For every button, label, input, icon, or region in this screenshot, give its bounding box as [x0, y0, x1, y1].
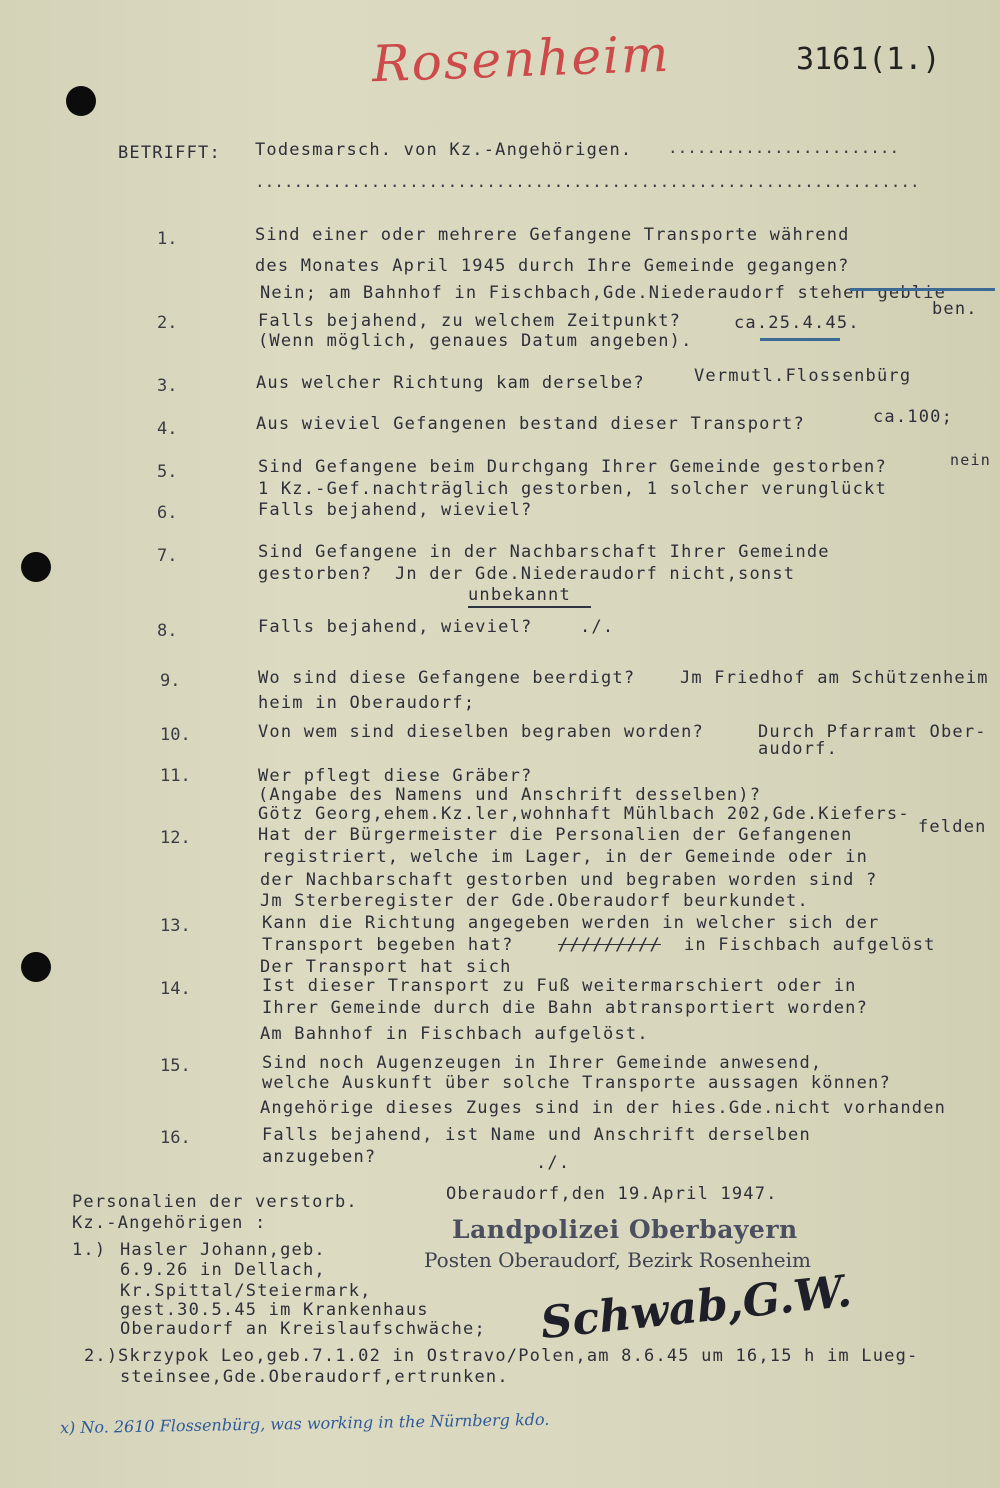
question-text: Kann die Richtung angegeben werden in welcher sich der: [262, 913, 880, 933]
subject-dots: ........................: [668, 138, 900, 157]
personalia-title: Personalien der verstorb.: [72, 1192, 358, 1212]
punch-hole-top: [66, 86, 96, 116]
question-text: Aus welcher Richtung kam derselbe?: [256, 373, 645, 393]
question-number: 10.: [160, 725, 191, 745]
question-number: 14.: [160, 979, 191, 999]
question-text: Falls bejahend, wieviel?: [258, 500, 533, 520]
answer-text: 1 Kz.-Gef.nachträglich gestorben, 1 solcher verunglückt: [258, 479, 887, 499]
person-line: 6.9.26 in Dellach,: [120, 1260, 326, 1280]
file-number: 3161(1.): [796, 42, 941, 77]
answer-text: Angehörige dieses Zuges sind in der hies.Gde.nicht vorhanden: [260, 1098, 947, 1118]
question-number: 4.: [157, 419, 178, 439]
question-number: 3.: [157, 376, 178, 396]
handwritten-note: x) No. 2610 Flossenbürg, was working in the Nürnberg kdo.: [59, 1409, 550, 1438]
answer-text: Jm Sterberegister der Gde.Oberaudorf beurkundet.: [260, 891, 809, 911]
question-number: 1.: [157, 229, 178, 249]
question-text: Ihrer Gemeinde durch die Bahn abtransportiert worden?: [262, 998, 869, 1018]
handwritten-place: Rosenheim: [371, 24, 672, 94]
blue-underline: [760, 338, 840, 341]
answer-text: audorf.: [758, 739, 839, 759]
person-line: steinsee,Gde.Oberaudorf,ertrunken.: [120, 1367, 509, 1387]
question-text: Falls bejahend, ist Name und Anschrift derselben: [262, 1125, 811, 1145]
answer-text: ca.100;: [873, 407, 954, 427]
question-text: registriert, welche im Lager, in der Gemeinde oder in: [262, 847, 869, 867]
question-text: Von wem sind dieselben begraben worden?: [258, 722, 704, 742]
answer-text: Am Bahnhof in Fischbach aufgelöst.: [260, 1024, 649, 1044]
person-line: Skrzypok Leo,geb.7.1.02 in Ostravo/Polen,am 8.6.45 um 16,15 h im Lueg-: [118, 1346, 919, 1366]
answer-text: ./.: [536, 1153, 571, 1173]
answer-text: nein: [950, 451, 991, 469]
question-number: 12.: [160, 828, 191, 848]
answer-text: in Fischbach aufgelöst: [684, 935, 936, 955]
dots-line: .....................................................................: [255, 172, 920, 191]
person-line: Oberaudorf an Kreislaufschwäche;: [120, 1319, 486, 1339]
answer-text: Götz Georg,ehem.Kz.ler,wohnhaft Mühlbach 202,Gde.Kiefers-: [258, 804, 910, 824]
answer-text-continued: ben.: [932, 299, 978, 319]
question-number: 5.: [157, 462, 178, 482]
answer-text-continued: felden: [918, 817, 987, 837]
answer-text: ./.: [580, 617, 615, 637]
question-number: 6.: [157, 503, 178, 523]
answer-text: Jn der Gde.Niederaudorf nicht,sonst: [395, 564, 796, 584]
question-text: Sind noch Augenzeugen in Ihrer Gemeinde anwesend,: [262, 1053, 823, 1073]
question-number: 8.: [157, 621, 178, 641]
place-date: Oberaudorf,den 19.April 1947.: [446, 1184, 778, 1204]
question-text: des Monates April 1945 durch Ihre Gemeinde gegangen?: [255, 256, 850, 276]
answer-text: Durch Pfarramt Ober-: [758, 722, 987, 742]
answer-text: ca.25.4.45.: [734, 313, 860, 333]
question-text: der Nachbarschaft gestorben und begraben worden sind ?: [260, 870, 878, 890]
answer-text-underlined: unbekannt: [468, 585, 591, 608]
answer-text: Der Transport hat sich: [260, 957, 512, 977]
punch-hole-middle: [21, 552, 51, 582]
blue-underline: [850, 288, 995, 291]
question-number: 9.: [160, 671, 181, 691]
question-text: Wer pflegt diese Gräber?: [258, 766, 533, 786]
question-text: Ist dieser Transport zu Fuß weitermarschiert oder in: [262, 976, 857, 996]
person-line: gest.30.5.45 im Krankenhaus: [120, 1300, 429, 1320]
question-text: Aus wieviel Gefangenen bestand dieser Transport?: [256, 414, 805, 434]
police-stamp-line2: Posten Oberaudorf, Bezirk Rosenheim: [424, 1248, 811, 1272]
question-number: 11.: [160, 766, 191, 786]
struck-out-text: /////////: [558, 935, 661, 955]
question-text: Sind Gefangene in der Nachbarschaft Ihrer Gemeinde: [258, 542, 830, 562]
question-text: gestorben?: [258, 564, 373, 584]
police-stamp-line1: Landpolizei Oberbayern: [452, 1215, 798, 1244]
question-text: Wo sind diese Gefangene beerdigt?: [258, 668, 636, 688]
question-text: welche Auskunft über solche Transporte aussagen können?: [262, 1073, 891, 1093]
question-text: anzugeben?: [262, 1147, 377, 1167]
answer-text: Vermutl.Flossenbürg: [694, 366, 912, 386]
question-number: 7.: [157, 546, 178, 566]
question-text: Falls bejahend, zu welchem Zeitpunkt?: [258, 311, 682, 331]
question-number: 16.: [160, 1128, 191, 1148]
question-text: (Angabe des Namens und Anschrift desselben)?: [258, 785, 762, 805]
question-number: 13.: [160, 916, 191, 936]
person-line: Hasler Johann,geb.: [120, 1240, 326, 1260]
person-line: Kr.Spittal/Steiermark,: [120, 1281, 372, 1301]
subject-label: BETRIFFT:: [118, 143, 221, 163]
person-number: 1.): [72, 1240, 107, 1260]
answer-text: Nein; am Bahnhof in Fischbach,Gde.Niederaudorf stehen geblie: [260, 283, 947, 303]
personalia-title: Kz.-Angehörigen :: [72, 1213, 267, 1233]
question-text: Transport begeben hat?: [262, 935, 514, 955]
person-number: 2.): [84, 1346, 119, 1366]
question-text: Hat der Bürgermeister die Personalien der Gefangenen: [258, 825, 853, 845]
punch-hole-bottom: [21, 952, 51, 982]
question-text: (Wenn möglich, genaues Datum angeben).: [258, 331, 693, 351]
question-number: 2.: [157, 313, 178, 333]
answer-text: heim in Oberaudorf;: [258, 693, 476, 713]
question-number: 15.: [160, 1056, 191, 1076]
answer-text: Jm Friedhof am Schützenheim: [680, 668, 989, 688]
question-text: Falls bejahend, wieviel?: [258, 617, 533, 637]
handwritten-signature: Schwab,G.W.: [538, 1265, 855, 1350]
subject-text: Todesmarsch. von Kz.-Angehörigen.: [255, 140, 633, 160]
question-text: Sind einer oder mehrere Gefangene Transporte während: [255, 225, 850, 245]
question-text: Sind Gefangene beim Durchgang Ihrer Gemeinde gestorben?: [258, 457, 887, 477]
